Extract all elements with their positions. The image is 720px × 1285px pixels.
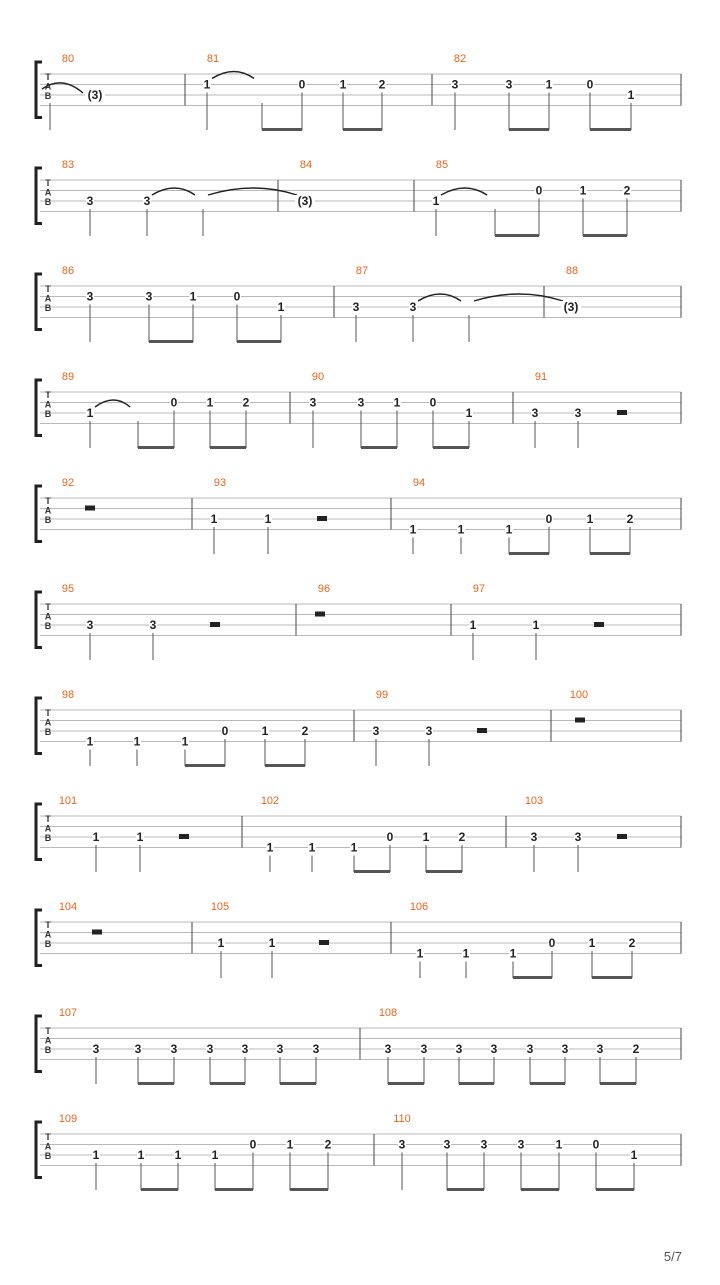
fret-number: 1 bbox=[174, 1148, 182, 1162]
fret-number: 0 bbox=[249, 1137, 257, 1152]
beam bbox=[210, 446, 246, 449]
rest-mark bbox=[210, 622, 220, 627]
fret-number: 1 bbox=[264, 512, 272, 526]
fret-number: 1 bbox=[545, 77, 553, 92]
system-bracket bbox=[36, 62, 42, 118]
rest-mark bbox=[315, 612, 325, 617]
tab-clef-letter: A bbox=[44, 187, 52, 198]
fret-number: (3) bbox=[563, 300, 579, 314]
fret-number: 1 bbox=[266, 840, 274, 855]
beam bbox=[388, 1082, 424, 1085]
system-bracket bbox=[36, 804, 42, 860]
beam bbox=[141, 1188, 178, 1191]
tab-clef-letter: T bbox=[45, 1132, 51, 1142]
beam bbox=[280, 1082, 316, 1085]
fret-number: 1 bbox=[277, 300, 285, 314]
fret-number: 3 bbox=[480, 1137, 488, 1152]
fret-number: 3 bbox=[86, 194, 94, 208]
beam bbox=[530, 1082, 565, 1085]
tab-clef-letter: B bbox=[44, 197, 52, 207]
measure-number: 93 bbox=[213, 477, 227, 489]
fret-number: 1 bbox=[579, 183, 587, 198]
fret-number: 1 bbox=[509, 946, 517, 961]
measure-number: 85 bbox=[435, 159, 449, 171]
tab-clef-letter: T bbox=[45, 708, 51, 718]
beam bbox=[513, 976, 552, 979]
fret-number: 2 bbox=[626, 512, 634, 526]
measure-number: 108 bbox=[378, 1007, 398, 1019]
system-bracket bbox=[36, 1016, 42, 1072]
tab-clef-letter: A bbox=[44, 929, 52, 940]
measure-number: 105 bbox=[210, 901, 230, 913]
tab-clef-letter: B bbox=[44, 1151, 52, 1161]
beam bbox=[433, 446, 469, 449]
fret-number: 3 bbox=[455, 1042, 463, 1056]
tab-clef-letter: B bbox=[44, 303, 52, 313]
fret-number: 1 bbox=[86, 734, 94, 749]
beam bbox=[290, 1188, 328, 1191]
rest-mark bbox=[92, 930, 102, 935]
fret-number: 1 bbox=[393, 395, 401, 410]
fret-number: 0 bbox=[586, 77, 594, 92]
fret-number: 1 bbox=[416, 946, 424, 961]
fret-number: 1 bbox=[261, 724, 269, 738]
fret-number: 1 bbox=[308, 840, 316, 855]
beam bbox=[262, 128, 302, 131]
fret-number: 0 bbox=[548, 936, 556, 950]
rest-mark bbox=[477, 728, 487, 733]
tab-clef-letter: A bbox=[44, 823, 52, 834]
fret-number: 1 bbox=[422, 830, 430, 844]
fret-number: 1 bbox=[469, 618, 477, 632]
beam bbox=[509, 552, 549, 555]
fret-number: 3 bbox=[596, 1042, 604, 1056]
fret-number: 0 bbox=[535, 183, 543, 198]
fret-number: 3 bbox=[443, 1137, 451, 1152]
fret-number: 3 bbox=[86, 618, 94, 632]
fret-number: 1 bbox=[532, 618, 540, 632]
fret-number: 1 bbox=[137, 1148, 145, 1162]
fret-number: 3 bbox=[134, 1042, 142, 1056]
system-bracket bbox=[36, 486, 42, 542]
measure-number: 80 bbox=[61, 53, 75, 65]
beam bbox=[447, 1188, 484, 1191]
beam bbox=[138, 1082, 174, 1085]
system-bracket bbox=[36, 380, 42, 436]
tab-clef-letter: A bbox=[44, 293, 52, 304]
fret-number: 3 bbox=[530, 830, 538, 844]
fret-number: 3 bbox=[143, 194, 151, 208]
fret-number: 1 bbox=[339, 77, 347, 92]
beam bbox=[590, 128, 631, 131]
tab-clef-letter: B bbox=[44, 833, 52, 843]
fret-number: 3 bbox=[149, 618, 157, 632]
fret-number: 3 bbox=[574, 830, 582, 844]
fret-number: 2 bbox=[301, 724, 309, 738]
tab-clef-letter: T bbox=[45, 496, 51, 506]
tab-clef-letter: T bbox=[45, 602, 51, 612]
fret-number: 2 bbox=[623, 183, 631, 198]
tab-clef-letter: A bbox=[44, 1035, 52, 1046]
fret-number: 3 bbox=[517, 1137, 525, 1152]
fret-number: 3 bbox=[372, 724, 380, 738]
fret-number: 3 bbox=[145, 289, 153, 304]
beam bbox=[600, 1082, 636, 1085]
rest-mark bbox=[85, 506, 95, 511]
fret-number: 3 bbox=[490, 1042, 498, 1056]
fret-number: 3 bbox=[170, 1042, 178, 1056]
tab-clef-letter: T bbox=[45, 920, 51, 930]
measure-number: 101 bbox=[58, 795, 78, 807]
fret-number: 3 bbox=[86, 289, 94, 304]
fret-number: 3 bbox=[561, 1042, 569, 1056]
rest-mark bbox=[594, 622, 604, 627]
fret-number: 1 bbox=[268, 936, 276, 950]
fret-number: 1 bbox=[409, 522, 417, 537]
rest-mark bbox=[319, 940, 329, 945]
fret-number: 3 bbox=[531, 406, 539, 420]
tab-clef-letter: T bbox=[45, 72, 51, 82]
measure-number: 92 bbox=[61, 477, 75, 489]
tie-arc bbox=[95, 400, 130, 407]
fret-number: 1 bbox=[211, 1148, 219, 1162]
fret-number: 1 bbox=[457, 522, 465, 537]
fret-number: 1 bbox=[206, 395, 214, 410]
beam bbox=[361, 446, 397, 449]
fret-number: 0 bbox=[298, 77, 306, 92]
beam bbox=[265, 764, 305, 767]
tab-clef-letter: B bbox=[44, 91, 52, 101]
fret-number: 1 bbox=[627, 88, 635, 102]
measure-number: 102 bbox=[260, 795, 280, 807]
measure-number: 88 bbox=[565, 265, 579, 277]
fret-number: 2 bbox=[632, 1042, 640, 1056]
tab-clef-letter: A bbox=[44, 81, 52, 92]
tab-clef-letter: B bbox=[44, 409, 52, 419]
fret-number: 0 bbox=[592, 1137, 600, 1152]
fret-number: (3) bbox=[87, 88, 103, 102]
tie-arc bbox=[208, 188, 297, 195]
measure-number: 87 bbox=[355, 265, 369, 277]
beam bbox=[426, 870, 462, 873]
fret-number: 1 bbox=[136, 830, 144, 844]
tab-clef-letter: A bbox=[44, 399, 52, 410]
measure-number: 84 bbox=[299, 159, 313, 171]
fret-number: 3 bbox=[409, 300, 417, 314]
fret-number: 1 bbox=[432, 194, 440, 208]
fret-number: 3 bbox=[526, 1042, 534, 1056]
fret-number: 0 bbox=[429, 395, 437, 410]
fret-number: 2 bbox=[378, 77, 386, 92]
beam bbox=[583, 234, 627, 237]
tab-clef-letter: B bbox=[44, 727, 52, 737]
beam bbox=[343, 128, 382, 131]
fret-number: 2 bbox=[242, 395, 250, 410]
fret-number: 1 bbox=[586, 512, 594, 526]
fret-number: 3 bbox=[309, 395, 317, 410]
fret-number: 0 bbox=[170, 395, 178, 410]
fret-number: 1 bbox=[86, 406, 94, 420]
rest-mark bbox=[179, 834, 189, 839]
fret-number: 0 bbox=[545, 512, 553, 526]
system-bracket bbox=[36, 592, 42, 648]
tie-arc bbox=[152, 188, 195, 195]
beam bbox=[149, 340, 193, 343]
measure-number: 83 bbox=[61, 159, 75, 171]
measure-number: 106 bbox=[409, 901, 429, 913]
beam bbox=[354, 870, 390, 873]
fret-number: 3 bbox=[398, 1137, 406, 1152]
measure-number: 99 bbox=[375, 689, 389, 701]
fret-number: 1 bbox=[203, 77, 211, 92]
beam bbox=[509, 128, 549, 131]
tab-clef-letter: T bbox=[45, 1026, 51, 1036]
fret-number: 3 bbox=[574, 406, 582, 420]
fret-number: 0 bbox=[221, 724, 229, 738]
tie-arc bbox=[474, 294, 563, 301]
fret-number: 1 bbox=[92, 1148, 100, 1162]
measure-number: 97 bbox=[472, 583, 486, 595]
tab-clef-letter: T bbox=[45, 284, 51, 294]
rest-mark bbox=[575, 718, 585, 723]
fret-number: 1 bbox=[286, 1137, 294, 1152]
fret-number: (3) bbox=[297, 194, 313, 208]
measure-number: 81 bbox=[206, 53, 220, 65]
measure-number: 82 bbox=[453, 53, 467, 65]
tie-arc bbox=[418, 294, 461, 301]
fret-number: 3 bbox=[384, 1042, 392, 1056]
beam bbox=[138, 446, 174, 449]
tab-clef-letter: T bbox=[45, 390, 51, 400]
tab-clef-letter: B bbox=[44, 939, 52, 949]
fret-number: 2 bbox=[458, 830, 466, 844]
tie-arc bbox=[441, 188, 487, 195]
measure-number: 109 bbox=[58, 1113, 78, 1125]
beam bbox=[237, 340, 281, 343]
fret-number: 1 bbox=[181, 734, 189, 749]
system-bracket bbox=[36, 910, 42, 966]
page-number: 5/7 bbox=[663, 1249, 682, 1264]
fret-number: 3 bbox=[206, 1042, 214, 1056]
measure-number: 104 bbox=[58, 901, 78, 913]
beam bbox=[596, 1188, 634, 1191]
fret-number: 3 bbox=[420, 1042, 428, 1056]
measure-number: 89 bbox=[61, 371, 75, 383]
tab-clef-letter: A bbox=[44, 505, 52, 516]
fret-number: 1 bbox=[505, 522, 513, 537]
fret-number: 3 bbox=[312, 1042, 320, 1056]
rest-mark bbox=[617, 410, 627, 415]
fret-number: 1 bbox=[210, 512, 218, 526]
fret-number: 1 bbox=[217, 936, 225, 950]
fret-number: 3 bbox=[357, 395, 365, 410]
fret-number: 0 bbox=[386, 830, 394, 844]
measure-number: 94 bbox=[412, 477, 426, 489]
fret-number: 1 bbox=[462, 946, 470, 961]
fret-number: 1 bbox=[465, 406, 473, 420]
measure-number: 110 bbox=[393, 1113, 411, 1125]
system-bracket bbox=[36, 1122, 42, 1178]
beam bbox=[459, 1082, 494, 1085]
measure-number: 95 bbox=[61, 583, 75, 595]
fret-number: 1 bbox=[133, 734, 141, 749]
fret-number: 1 bbox=[189, 289, 197, 304]
fret-number: 1 bbox=[630, 1148, 638, 1162]
measure-number: 96 bbox=[317, 583, 331, 595]
beam bbox=[590, 552, 630, 555]
fret-number: 3 bbox=[92, 1042, 100, 1056]
tab-clef-letter: A bbox=[44, 717, 52, 728]
tab-clef-letter: B bbox=[44, 621, 52, 631]
tab-clef-letter: T bbox=[45, 814, 51, 824]
system-bracket bbox=[36, 274, 42, 330]
fret-number: 3 bbox=[276, 1042, 284, 1056]
measure-number: 100 bbox=[569, 689, 589, 701]
fret-number: 0 bbox=[233, 289, 241, 304]
beam bbox=[495, 234, 539, 237]
beam bbox=[210, 1082, 245, 1085]
fret-number: 1 bbox=[588, 936, 596, 950]
tab-clef-letter: B bbox=[44, 515, 52, 525]
fret-number: 2 bbox=[628, 936, 636, 950]
beam bbox=[185, 764, 225, 767]
fret-number: 1 bbox=[555, 1137, 563, 1152]
measure-number: 90 bbox=[311, 371, 325, 383]
tie-arc bbox=[212, 72, 254, 79]
measure-number: 103 bbox=[524, 795, 544, 807]
system-bracket bbox=[36, 168, 42, 224]
beam bbox=[521, 1188, 559, 1191]
tab-clef-letter: A bbox=[44, 1141, 52, 1152]
tab-clef-letter: T bbox=[45, 178, 51, 188]
rest-mark bbox=[617, 834, 627, 839]
rest-mark bbox=[317, 516, 327, 521]
fret-number: 3 bbox=[425, 724, 433, 738]
beam bbox=[592, 976, 632, 979]
tab-clef-letter: A bbox=[44, 611, 52, 622]
beam bbox=[215, 1188, 253, 1191]
tab-clef-letter: B bbox=[44, 1045, 52, 1055]
system-bracket bbox=[36, 698, 42, 754]
fret-number: 1 bbox=[92, 830, 100, 844]
fret-number: 3 bbox=[505, 77, 513, 92]
measure-number: 107 bbox=[58, 1007, 78, 1019]
fret-number: 1 bbox=[350, 840, 358, 855]
measure-number: 86 bbox=[61, 265, 75, 277]
measure-number: 98 bbox=[61, 689, 75, 701]
fret-number: 3 bbox=[451, 77, 459, 92]
fret-number: 3 bbox=[352, 300, 360, 314]
fret-number: 3 bbox=[241, 1042, 249, 1056]
measure-number: 91 bbox=[534, 371, 548, 383]
fret-number: 2 bbox=[324, 1137, 332, 1152]
